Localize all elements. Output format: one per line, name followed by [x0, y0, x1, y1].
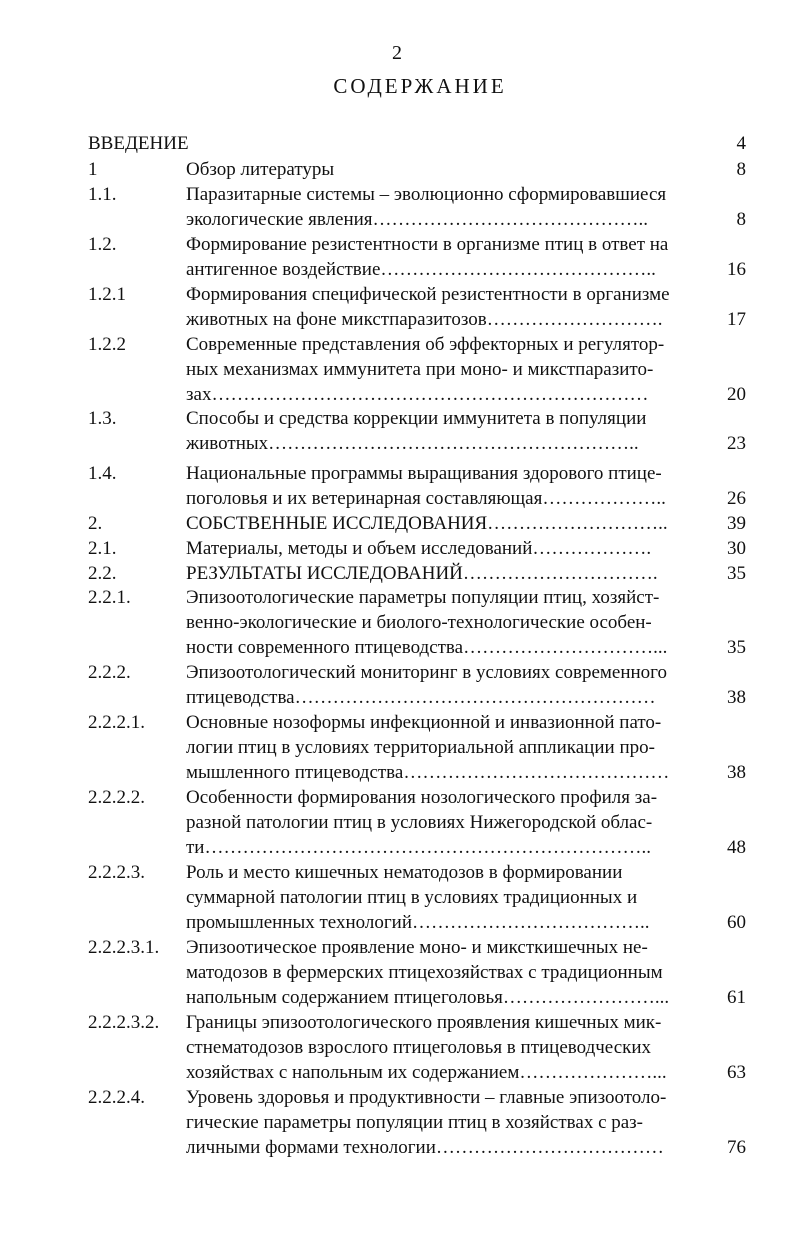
toc-entry-page: 8 [736, 209, 746, 230]
toc-entry-title-line: ти…………………………………………………………….. [186, 837, 651, 858]
toc-entry-page: 39 [727, 513, 746, 534]
toc-entry-title-line: мышленного птицеводства…………………………………… [186, 762, 670, 783]
toc-entry-page: 76 [727, 1137, 746, 1158]
toc-entry-title-line: хозяйствах с напольным их содержанием…………………... [186, 1062, 667, 1083]
toc-entry-title-line: стнематодозов взрослого птицеголовья в птицеводческих [186, 1037, 652, 1058]
toc-entry-number: 1.2. [88, 234, 117, 255]
toc-entry-title-line: Эпизоотологический мониторинг в условиях современного [186, 662, 667, 683]
toc-entry-title-line: Эпизоотологические параметры популяции птиц, хозяйст- [186, 587, 660, 608]
toc-entry-number: 2. [88, 513, 103, 534]
toc-entry-title-line: гические параметры популяции птиц в хозяйствах с раз- [186, 1112, 644, 1133]
toc-entry-number: 1.4. [88, 463, 117, 484]
toc-entry-title-line: птицеводства………………………………………………… [186, 687, 656, 708]
toc-entry-number: 2.2.2.3. [88, 862, 145, 883]
toc-entry-title-line: Границы эпизоотологического проявления кишечных мик- [186, 1012, 662, 1033]
toc-entry-title-line: венно-экологические и биолого-технологические особен- [186, 612, 652, 633]
toc-entry-title-line: Эпизоотическое проявление моно- и миксткишечных не- [186, 937, 648, 958]
toc-entry-title-line: поголовья и их ветеринарная составляющая……………….. [186, 488, 666, 509]
toc-entry-page: 61 [727, 987, 746, 1008]
toc-entry-title-line: Материалы, методы и объем исследований………………. [186, 538, 652, 559]
toc-entry-title-line: животных на фоне микстпаразитозов………………………. [186, 309, 663, 330]
toc-entry-page: 26 [727, 488, 746, 509]
toc-entry-title-line: Основные нозоформы инфекционной и инвазионной пато- [186, 712, 662, 733]
toc-entry-title-line: Способы и средства коррекции иммунитета в популяции [186, 408, 647, 429]
toc-entry-number: 2.2.2.2. [88, 787, 145, 808]
toc-entry-page: 35 [727, 563, 746, 584]
toc-entry-title-line: Особенности формирования нозологического профиля за- [186, 787, 658, 808]
toc-entry-title-line: ности современного птицеводства…………………………... [186, 637, 668, 658]
toc-entry-title-line: личными формами технологии……………………………… [186, 1137, 664, 1158]
toc-entry-title-line: Роль и место кишечных нематодозов в формировании [186, 862, 623, 883]
toc-entry-title-line: матодозов в фермерских птицехозяйствах с традиционным [186, 962, 663, 983]
toc-entry-number: 1.2.1 [88, 284, 126, 305]
toc-entry-title-line: суммарной патологии птиц в условиях традиционных и [186, 887, 638, 908]
toc-entry-title-line: животных………………………………………………….. [186, 433, 639, 454]
toc-entry-page: 20 [727, 384, 746, 405]
toc-entry-title-line: ВВЕДЕНИЕ [88, 133, 189, 154]
toc-entry-title-line: зах…………………………………………………………… [186, 384, 649, 405]
toc-entry-number: 1.2.2 [88, 334, 126, 355]
page-title: СОДЕРЖАНИЕ [333, 74, 507, 98]
toc-entry-page: 30 [727, 538, 746, 559]
toc-entry-title-line: Уровень здоровья и продуктивности – главные эпизоотоло- [186, 1087, 667, 1108]
toc-entry-title-line: разной патологии птиц в условиях Нижегородской облас- [186, 812, 653, 833]
toc-entry-title-line: Паразитарные системы – эволюционно сформировавшиеся [186, 184, 667, 205]
toc-entry-page: 4 [736, 133, 746, 154]
toc-entry-title-line: Национальные программы выращивания здорового птице- [186, 463, 662, 484]
toc-entry-page: 38 [727, 687, 746, 708]
toc-entry-title-line: Формирования специфической резистентности в организме [186, 284, 670, 305]
toc-entry-page: 48 [727, 837, 746, 858]
toc-entry-number: 2.2.2.1. [88, 712, 145, 733]
toc-entry-title-line: экологические явления…………………………………….. [186, 209, 649, 230]
toc-entry-page: 17 [727, 309, 746, 330]
toc-entry-title-line: ных механизмах иммунитета при моно- и микстпаразито- [186, 359, 654, 380]
toc-entry-page: 23 [727, 433, 746, 454]
toc-entry-number: 2.2.2.3.1. [88, 937, 160, 958]
toc-entry-title-line: Обзор литературы [186, 159, 335, 180]
page-number: 2 [392, 42, 402, 64]
toc-entry-title-line: напольным содержанием птицеголовья……………………... [186, 987, 670, 1008]
toc-entry-page: 8 [736, 159, 746, 180]
toc-entry-title-line: промышленных технологий……………………………….. [186, 912, 650, 933]
toc-entry-number: 2.1. [88, 538, 117, 559]
toc-entry-title-line: логии птиц в условиях территориальной аппликации про- [186, 737, 655, 758]
toc-entry-page: 38 [727, 762, 746, 783]
toc-entry-page: 35 [727, 637, 746, 658]
toc-entry-title-line: Современные представления об эффекторных и регулятор- [186, 334, 665, 355]
toc-entry-number: 2.2.2. [88, 662, 131, 683]
toc-entry-number: 1.3. [88, 408, 117, 429]
toc-entry-page: 63 [727, 1062, 746, 1083]
toc-entry-number: 2.2.2.3.2. [88, 1012, 160, 1033]
toc-entry-title-line: Формирование резистентности в организме птиц в ответ на [186, 234, 669, 255]
toc-entry-number: 2.2.2.4. [88, 1087, 145, 1108]
toc-entry-title-line: РЕЗУЛЬТАТЫ ИССЛЕДОВАНИЙ…………………………. [186, 563, 658, 584]
toc-entry-title-line: СОБСТВЕННЫЕ ИССЛЕДОВАНИЯ……………………….. [186, 513, 668, 534]
toc-entry-page: 16 [727, 259, 746, 280]
toc-entry-number: 1 [88, 159, 98, 180]
toc-entry-number: 1.1. [88, 184, 117, 205]
toc-entry-page: 60 [727, 912, 746, 933]
toc-entry-title-line: антигенное воздействие…………………………………….. [186, 259, 656, 280]
toc-entry-number: 2.2.1. [88, 587, 131, 608]
toc-entry-number: 2.2. [88, 563, 117, 584]
